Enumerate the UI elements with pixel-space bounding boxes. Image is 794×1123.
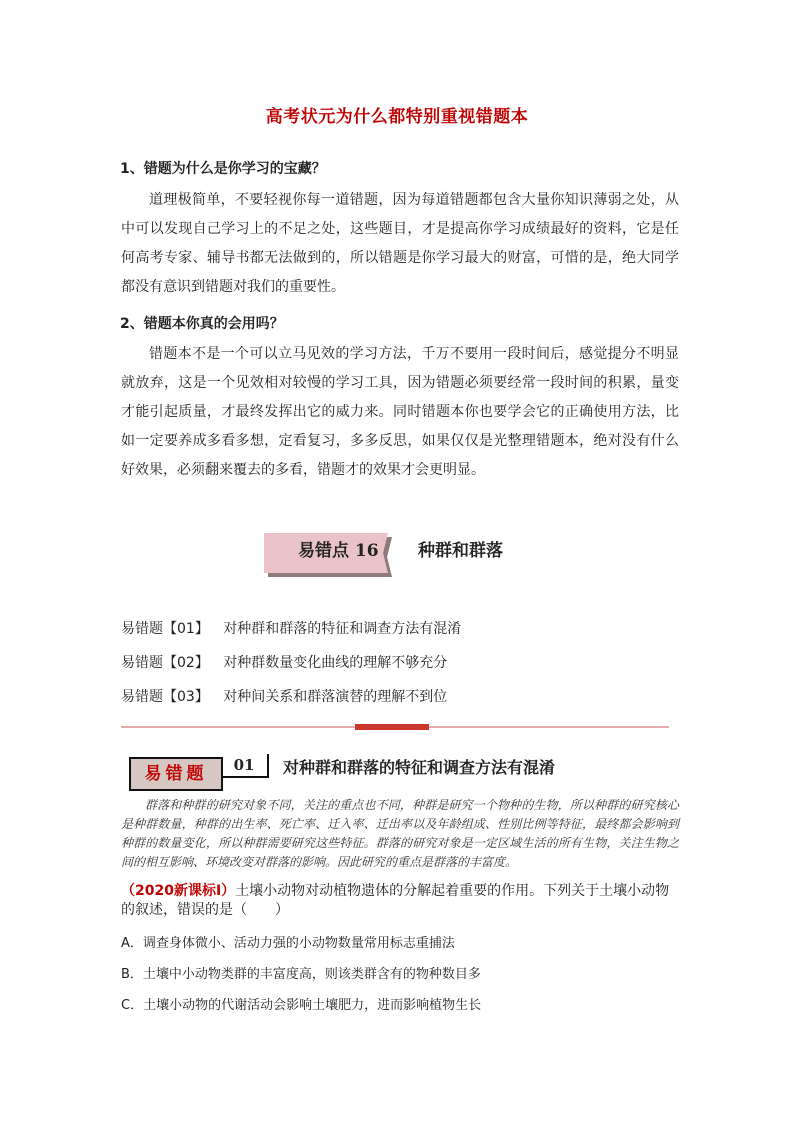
question-source: （2020新课标Ⅰ）	[121, 883, 236, 899]
item-code: 易错题【03】	[121, 689, 209, 705]
section-2-body: 错题本不是一个可以立马见效的学习方法，千万不要用一段时间后，感觉提分不明显就放弃，这是一个见效相对较慢的学习工具，因为错题必须要经常一段时间的积累，量变才能引起质量，才最终发挥出它的威力来。同时错题本你也要学会它的正确使用方法，比如一定要养成多看多想，定看复习，多多反思，如果仅仅是光整理错题本，绝对没有什么好效果，必须翻来覆去的多看，错题才的效果才会更明显。	[121, 346, 679, 478]
option-b: B．土壤中小动物类群的丰富度高，则该类群含有的物种数目多	[121, 967, 481, 982]
list-item	[121, 652, 447, 672]
error-title: 对种群和群落的特征和调查方法有混淆	[283, 758, 556, 777]
error-box-label: 易错题	[144, 764, 208, 784]
option-a: A．调查身体微小、活动力强的小动物数量常用标志重捕法	[121, 936, 455, 951]
divider-accent	[355, 724, 429, 730]
option-c: C．土壤小动物的代谢活动会影响土壤肥力，进而影响植物生长	[121, 998, 482, 1013]
section-1-body: 道理极简单，不要轻视你每一道错题，因为每道错题都包含大量你知识薄弱之处，从中可以发现自己学习上的不足之处，这些题目，才是提高你学习成绩最好的资料，它是任何高考专家、辅导书都无法做到的，所以错题是你学习最大的财富，可惜的是，绝大同学都没有意识到错题对我们的重要性。	[121, 192, 679, 295]
list-item	[121, 618, 461, 638]
item-text: 对种群数量变化曲线的理解不够充分	[223, 655, 448, 671]
section-2-heading: 2、错题本你真的会用吗？	[120, 316, 284, 332]
section-1-heading: 1、错题为什么是你学习的宝藏？	[120, 161, 326, 177]
page-title: 高考状元为什么都特别重视错题本	[265, 107, 529, 127]
question-stem	[121, 882, 679, 920]
list-item	[121, 686, 447, 706]
error-number: 01	[221, 754, 269, 778]
error-note: 群落和种群的研究对象不同，关注的重点也不同，种群是研究一个物种的生物，所以种群的研究核心是种群数量，种群的出生率、死亡率、迁入率、迁出率以及年龄组成、性别比例等特征，最终都会影响到种群的数量变化，所以种群需要研究这些特征。群落的研究对象是一定区域生活的所有生物，关注生物之间的相互影响、环境改变对群落的影响。因此研究的重点是群落的丰富度。	[121, 798, 679, 869]
banner-label: 易错点 16	[298, 541, 379, 561]
error-label-box	[129, 757, 223, 791]
question-text: 土壤小动物对动植物遗体的分解起着重要的作用。下列关于土壤小动物的叙述，错误的是（ ）	[121, 883, 670, 918]
item-text: 对种间关系和群落演替的理解不到位	[223, 689, 448, 705]
item-text: 对种群和群落的特征和调查方法有混淆	[223, 621, 462, 637]
banner-topic: 种群和群落	[418, 541, 503, 561]
item-code: 易错题【01】	[121, 621, 209, 637]
item-code: 易错题【02】	[121, 655, 209, 671]
